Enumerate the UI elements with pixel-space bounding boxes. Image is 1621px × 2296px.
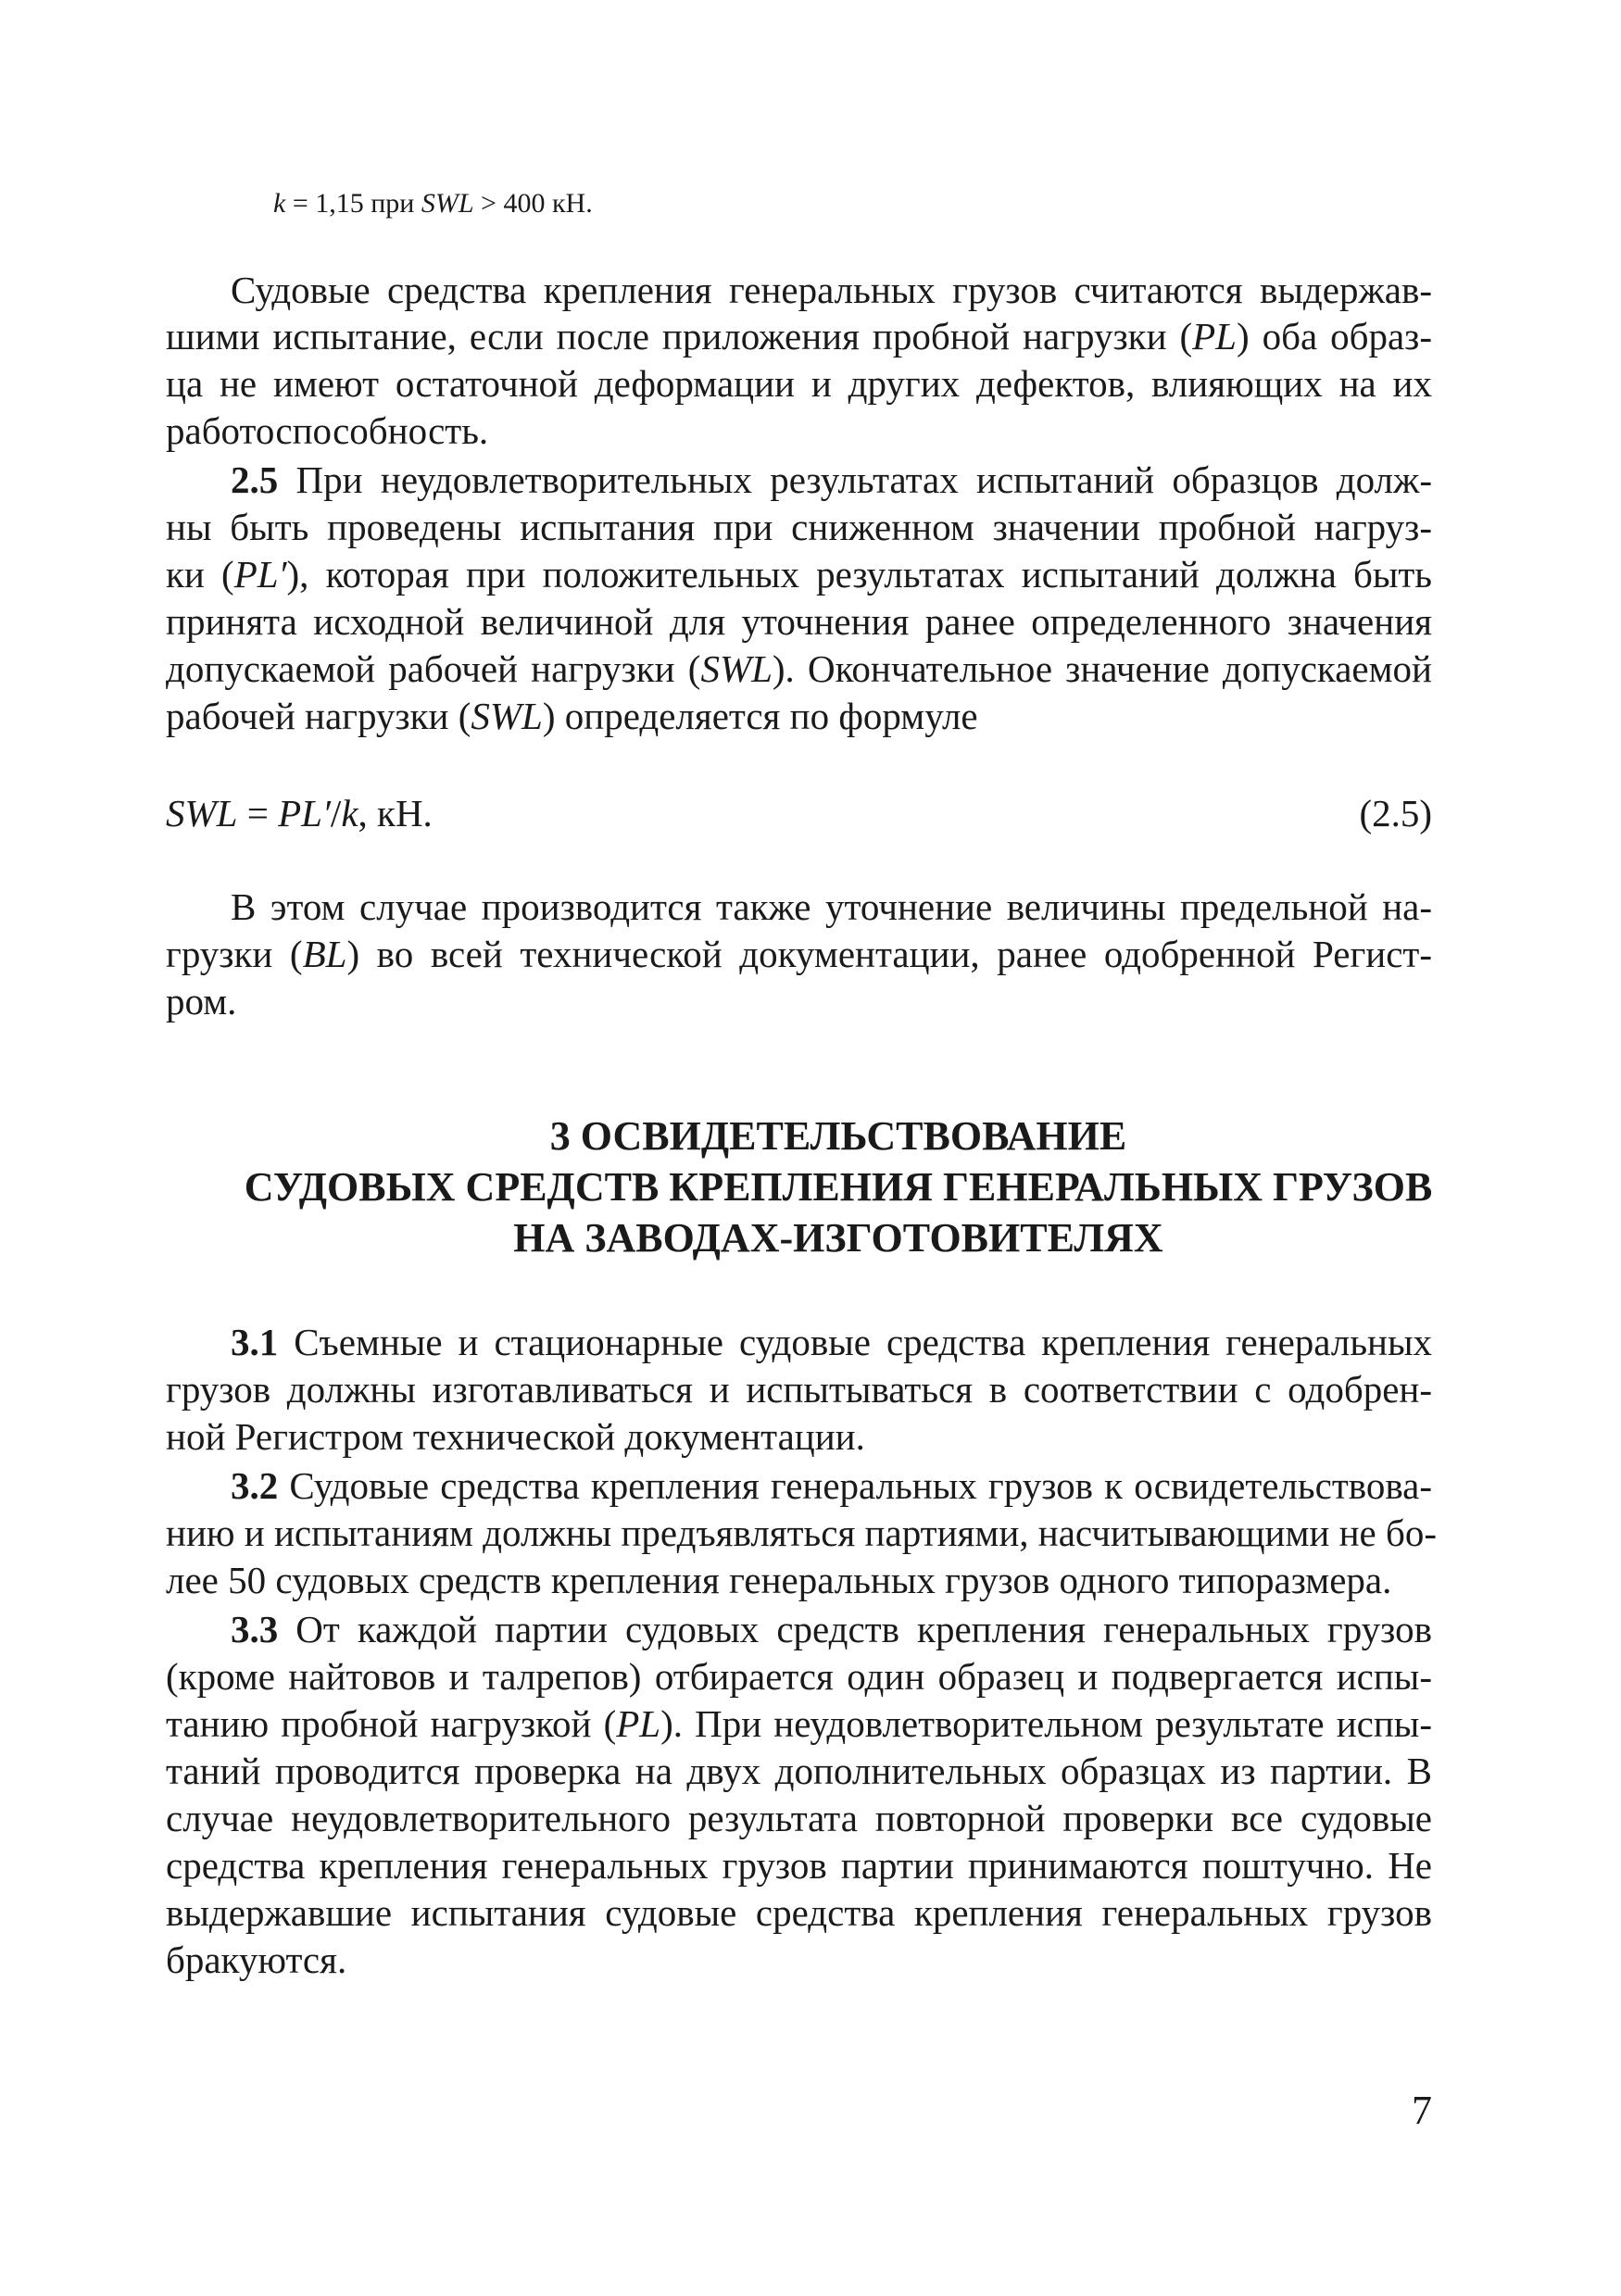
para1-line1: Судовые средства крепления генеральных грузов считаются выдержав- [231, 269, 1432, 311]
para33-line1: 3.3 От каждой партии судовых средств крепления генеральных грузов [231, 1608, 1432, 1650]
para25-line1: 2.5 При неудовлетворительных результатах испытаний образцов долж- [231, 458, 1432, 501]
para25-line5: допускаемой рабочей нагрузки (SWL). Окончательное значение допускаемой [166, 647, 1433, 690]
para3-line1: В этом случае производится также уточнение величины предельной на- [231, 885, 1432, 928]
formula-main: SWL = PL′/k, кН. [166, 792, 433, 834]
para25-line2: ны быть проведены испытания при сниженном значении пробной нагруз- [166, 506, 1432, 548]
para25-line6: рабочей нагрузки (SWL) определяется по формуле [166, 695, 978, 737]
para3-line2: грузки (BL) во всей технической документации, ранее одобренной Регист- [166, 933, 1432, 975]
para1-line4: работоспособность. [166, 409, 489, 452]
para25-line3: ки (PL′), которая при положительных результатах испытаний должна быть [166, 553, 1432, 596]
page-number: 7 [1412, 2088, 1432, 2133]
para33-line3: танию пробной нагрузкой (PL). При неудовлетворительном результате испы- [166, 1702, 1433, 1745]
para33-line2: (кроме найтовов и талрепов) отбирается один образец и подвергается испы- [166, 1655, 1432, 1698]
para33-line6: средства крепления генеральных грузов партии принимаются поштучно. Не [166, 1844, 1432, 1887]
section-heading-line3: НА ЗАВОДАХ-ИЗГОТОВИТЕЛЯХ [513, 1215, 1163, 1261]
para1-line2: шими испытание, если после приложения пробной нагрузки (PL) оба образ- [166, 315, 1433, 358]
para32-line1: 3.2 Судовые средства крепления генеральных грузов к освидетельствова- [231, 1464, 1432, 1507]
para32-line2: нию и испытаниям должны предъявляться партиями, насчитывающими не бо- [166, 1512, 1437, 1554]
para33-line4: таний проводится проверка на двух дополнительных образцах из партии. В [166, 1750, 1432, 1792]
formula-top: k = 1,15 при SWL > 400 кН. [273, 188, 593, 219]
para32-line3: лее 50 судовых средств крепления генеральных грузов одного типоразмера. [166, 1559, 1392, 1601]
para31-line1: 3.1 Съемные и стационарные судовые средства крепления генеральных [231, 1321, 1432, 1363]
para25-line4: принята исходной величиной для уточнения ранее определенного значения [166, 600, 1432, 643]
para31-line2: грузов должны изготавливаться и испытываться в соответствии с одобрен- [166, 1368, 1432, 1411]
para33-line7: выдержавшие испытания судовые средства крепления генеральных грузов [166, 1891, 1432, 1934]
para33-line8: бракуются. [166, 1938, 347, 1981]
section-heading-line1: 3 ОСВИДЕТЕЛЬСТВОВАНИЕ [549, 1113, 1127, 1159]
para1-line3: ца не имеют остаточной деформации и других дефектов, влияющих на их [166, 362, 1432, 405]
para33-line5: случае неудовлетворительного результата повторной проверки все судовые [166, 1797, 1432, 1839]
equation-number: (2.5) [1359, 792, 1432, 834]
para31-line3: ной Регистром технической документации. [166, 1415, 865, 1458]
para3-line3: ром. [166, 980, 237, 1023]
section-heading-line2: СУДОВЫХ СРЕДСТВ КРЕПЛЕНИЯ ГЕНЕРАЛЬНЫХ ГРУЗОВ [244, 1164, 1433, 1210]
